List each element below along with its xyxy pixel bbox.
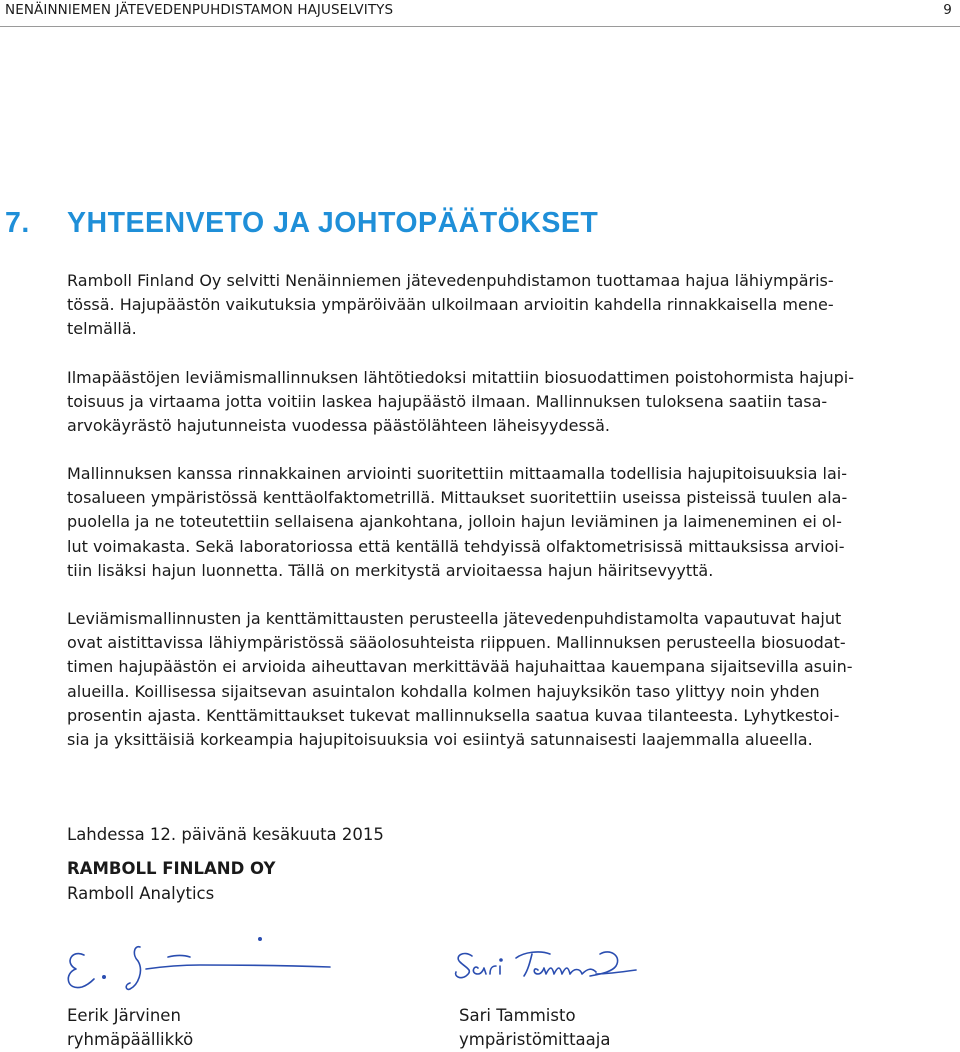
page-header bbox=[0, 0, 960, 27]
signer-name: Eerik Järvinen bbox=[67, 1006, 181, 1025]
section-heading bbox=[5, 207, 598, 240]
signer-role: ryhmäpäällikkö bbox=[67, 1030, 194, 1049]
page-number: 9 bbox=[943, 2, 952, 18]
text-line: sia ja yksittäisiä korkeampia hajupitoisuuksia voi esiintyä satunnaisesti laajemmalla alueella. bbox=[67, 730, 813, 750]
signature-right bbox=[450, 940, 640, 995]
text-line: tiin lisäksi hajun luonnetta. Tällä on merkitystä arvioitaessa hajun häiritsevyyttä. bbox=[67, 560, 714, 580]
running-title: NENÄINNIEMEN JÄTEVEDENPUHDISTAMON HAJUSELVITYS bbox=[5, 2, 394, 18]
text-line: ovat aistittavissa lähiympäristössä sääolosuhteista riippuen. Mallinnuksen perusteella biosuodat- bbox=[67, 633, 846, 653]
section-number: 7. bbox=[5, 207, 30, 239]
paragraph-4 bbox=[67, 607, 947, 752]
text-line: Leviämismallinnusten ja kenttämittausten perusteella jätevedenpuhdistamolta vapautuvat hajut bbox=[67, 609, 842, 628]
text-line: Ramboll Finland Oy selvitti Nenäinniemen jätevedenpuhdistamon tuottamaa hajua lähiympäris- bbox=[67, 271, 834, 290]
text-line: toisuus ja virtaama jotta voitiin laskea hajupäästö ilmaan. Mallinnuksen tuloksena saatiin tasa- bbox=[67, 392, 828, 412]
text-line: telmällä. bbox=[67, 319, 137, 339]
signature-left bbox=[60, 935, 340, 1005]
text-line: arvokäyrästö hajutunneista vuodessa päästölähteen läheisyydessä. bbox=[67, 416, 610, 436]
paragraph-2 bbox=[67, 366, 947, 439]
text-line: alueilla. Koillisessa sijaitsevan asuintalon kohdalla kolmen hajuyksikön taso ylittyy noin yhden bbox=[67, 681, 820, 701]
signer-right bbox=[459, 1004, 610, 1052]
text-line: timen hajupäästön ei arvioida aiheuttavan merkittävää hajuhaittaa kauempana sijaitsevilla asuin- bbox=[67, 657, 853, 677]
text-line: tosalueen ympäristössä kenttäolfaktometrillä. Mittaukset suoritettiin useissa pisteissä tuulen ala- bbox=[67, 488, 848, 508]
section-title: YHTEENVETO JA JOHTOPÄÄTÖKSET bbox=[67, 207, 599, 239]
text-line: prosentin ajasta. Kenttämittaukset tukevat mallinnuksella saatua kuvaa tilanteesta. Lyhytkestoi- bbox=[67, 705, 840, 725]
text-line: lut voimakasta. Sekä laboratoriossa että kentällä tehdyissä olfaktometrisissä mittauksissa arvioi- bbox=[67, 536, 845, 556]
company-unit: Ramboll Analytics bbox=[67, 884, 215, 903]
signer-role: ympäristömittaaja bbox=[459, 1030, 611, 1049]
paragraph-3 bbox=[67, 462, 947, 583]
company-name: RAMBOLL FINLAND OY bbox=[67, 859, 276, 878]
signer-left bbox=[67, 1004, 193, 1052]
date-line: Lahdessa 12. päivänä kesäkuuta 2015 bbox=[67, 825, 384, 844]
text-line: Ilmapäästöjen leviämismallinnuksen lähtötiedoksi mitattiin biosuodattimen poistohormista hajupi- bbox=[67, 368, 855, 387]
paragraph-1 bbox=[67, 269, 947, 342]
text-line: tössä. Hajupäästön vaikutuksia ympäröivään ulkoilmaan arvioitin kahdella rinnakkaisella mene- bbox=[67, 295, 834, 315]
text-line: Mallinnuksen kanssa rinnakkainen arviointi suoritettiin mittaamalla todellisia hajupitoisuuksia lai- bbox=[67, 464, 847, 483]
text-line: puolella ja ne toteutettiin sellaisena ajankohtana, jolloin hajun leviäminen ja laimeneminen ei ol- bbox=[67, 512, 842, 532]
signer-name: Sari Tammisto bbox=[459, 1006, 576, 1025]
